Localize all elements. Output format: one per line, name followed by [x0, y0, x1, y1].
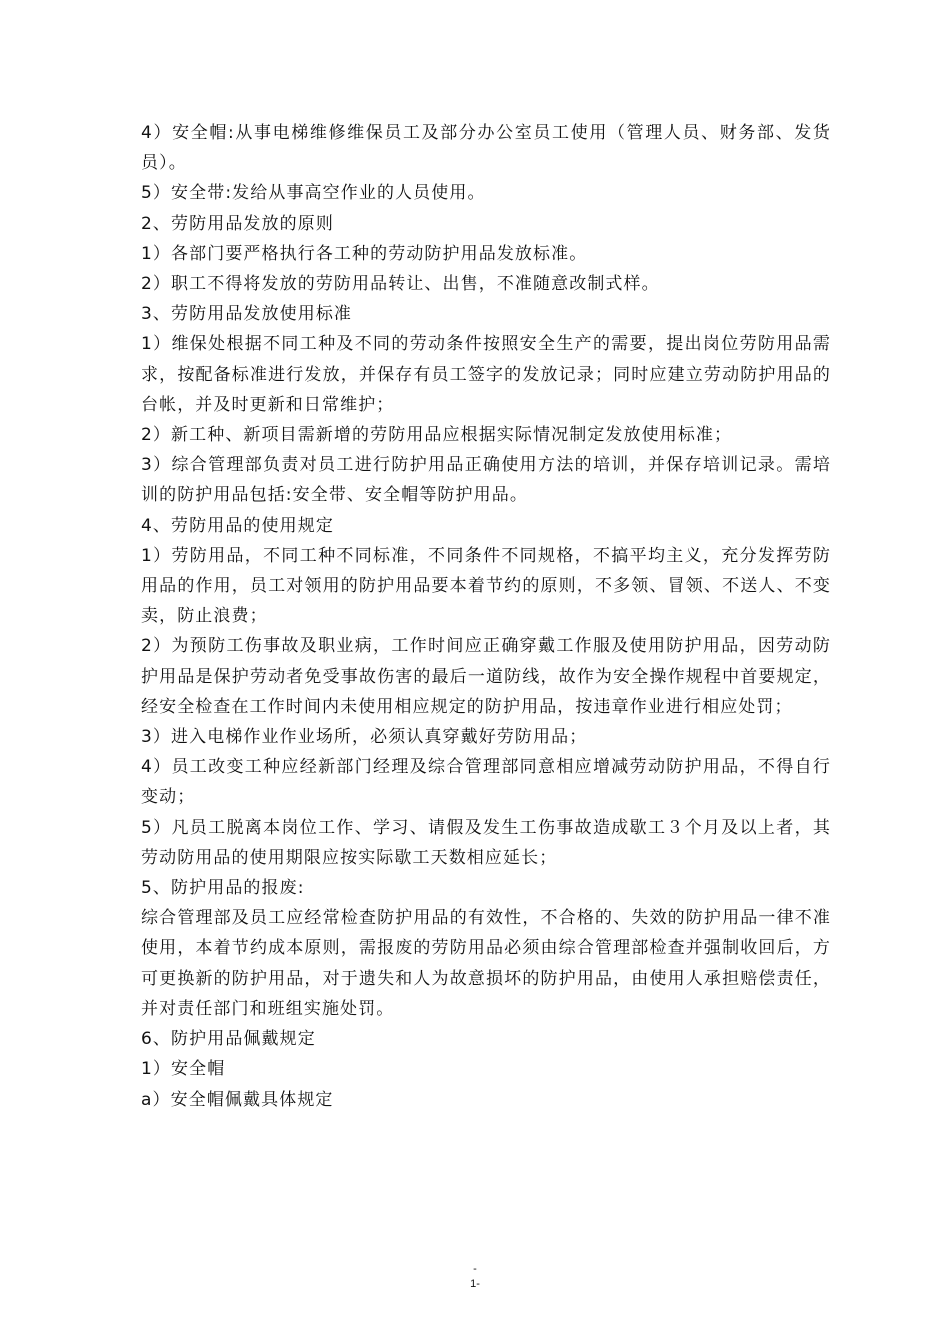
paragraph: 2）为预防工伤事故及职业病，工作时间应正确穿戴工作服及使用防护用品，因劳动防护用品是保护劳动者免受事故伤害的最后一道防线，故作为安全操作规程中首要规定，经安全检查在工作时间内未使用相应规定的防护用品，按违章作业进行相应处罚； [141, 636, 831, 717]
paragraph: 4）员工改变工种应经新部门经理及综合管理部同意相应增减劳动防护用品，不得自行变动； [141, 757, 831, 808]
footer-dash: - [473, 1263, 477, 1275]
paragraph: 3）进入电梯作业作业场所，必须认真穿戴好劳防用品； [141, 727, 588, 748]
paragraph: a）安全帽佩戴具体规定 [141, 1089, 334, 1110]
paragraph: 1）劳防用品，不同工种不同标准，不同条件不同规格，不搞平均主义，充分发挥劳防用品的作用，员工对领用的防护用品要本着节约的原则，不多领、冒领、不送人、不变卖，防止浪费； [141, 545, 831, 627]
section-heading: 4、劳防用品的使用规定 [141, 515, 334, 536]
paragraph: 5）安全带:发给从事高空作业的人员使用。 [141, 183, 486, 204]
section-heading: 2、劳防用品发放的原则 [141, 213, 334, 234]
paragraph: 1）各部门要严格执行各工种的劳动防护用品发放标准。 [141, 243, 588, 264]
paragraph: 2）新工种、新项目需新增的劳防用品应根据实际情况制定发放使用标准； [141, 425, 733, 446]
section-heading: 6、防护用品佩戴规定 [141, 1029, 316, 1050]
paragraph: 1）安全帽 [141, 1059, 226, 1080]
paragraph: 2）职工不得将发放的劳防用品转让、出售，不准随意改制式样。 [141, 274, 660, 295]
document-body [141, 118, 831, 1115]
paragraph: 5）凡员工脱离本岗位工作、学习、请假及发生工伤事故造成歇工３个月及以上者，其劳动防用品的使用期限应按实际歇工天数相应延长； [141, 817, 831, 868]
section-heading: 5、防护用品的报废: [141, 878, 305, 899]
paragraph: 1）维保处根据不同工种及不同的劳动条件按照安全生产的需要，提出岗位劳防用品需求，按配备标准进行发放，并保存有员工签字的发放记录；同时应建立劳动防护用品的台帐，并及时更新和日常维护； [141, 334, 831, 415]
paragraph: 3）综合管理部负责对员工进行防护用品正确使用方法的培训，并保存培训记录。需培训的防护用品包括:安全带、安全帽等防护用品。 [141, 455, 831, 506]
page-number: 1- [470, 1278, 480, 1290]
paragraph: 综合管理部及员工应经常检查防护用品的有效性，不合格的、失效的防护用品一律不准使用，本着节约成本原则，需报废的劳防用品必须由综合管理部检查并强制收回后，方可更换新的防护用品，对于遗失和人为故意损坏的防护用品，由使用人承担赔偿责任，并对责任部门和班组实施处罚。 [141, 908, 831, 1019]
paragraph: 4）安全帽:从事电梯维修维保员工及部分办公室员工使用（管理人员、财务部、发货员）。 [141, 123, 831, 174]
section-heading: 3、劳防用品发放使用标准 [141, 304, 353, 325]
